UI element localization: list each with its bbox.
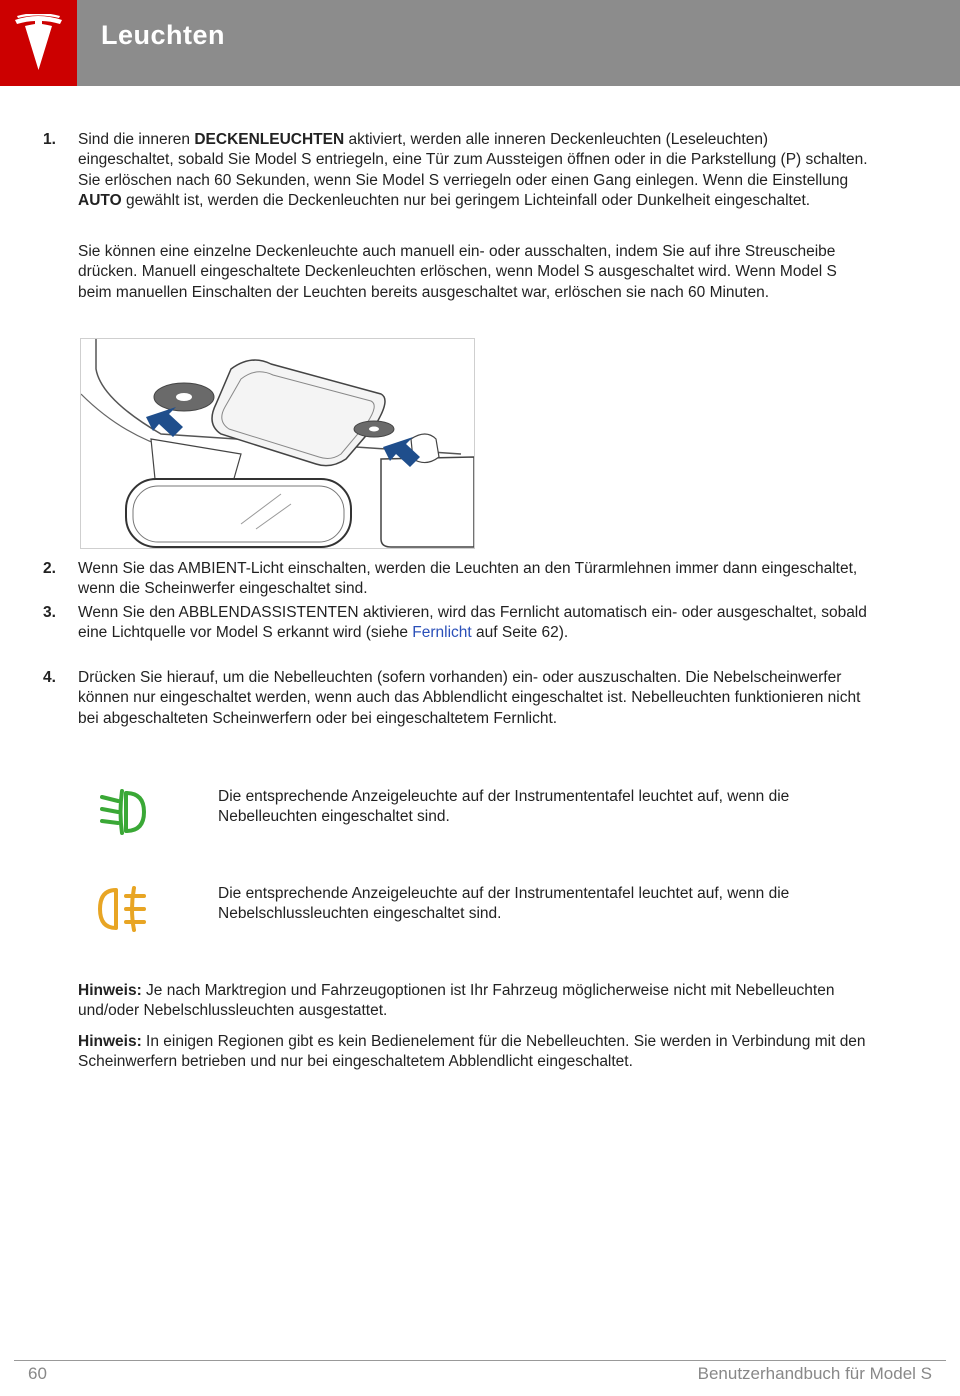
list-number: 2. xyxy=(43,560,56,577)
dome-light-left-center xyxy=(176,393,192,401)
arrow-pointer-left xyxy=(146,407,183,437)
sun-visor xyxy=(381,457,474,547)
deckenleuchten-keyword: DECKENLEUCHTEN xyxy=(194,131,345,148)
text-segment: gewählt ist, werden die Deckenleuchten nur bei geringem Lichteinfall oder Dunkelheit eingeschaltet. xyxy=(121,192,811,210)
indicator-description: Die entsprechende Anzeigeleuchte auf der Instrumententafel leuchtet auf, wenn die Nebelleuchten eingeschaltet sind. xyxy=(218,788,790,826)
item-1-second-paragraph: Sie können eine einzelne Deckenleuchte auch manuell ein- oder ausschalten, indem Sie auf ihre Streuscheibe drücken. Manuell eingeschaltete Deckenleuchten erlöschen, wenn Model S ausgeschaltet wird. Wenn Model S beim manuellen Einschalten der Leuchten bereits ausgeschaltet war, erlöschen sie nach 60 Minuten. xyxy=(78,243,837,301)
item-4-text: Drücken Sie hierauf, um die Nebelleuchten (sofern vorhanden) ein- oder auszuschalten. Die Nebelscheinwerfer können nur eingeschaltet werden, wenn auch das Abblendlicht eingeschaltet ist. Nebelleuchten funktionieren nicht bei abgeschalteten Scheinwerfern oder bei eingeschaltetem Fernlicht. xyxy=(78,669,861,727)
list-number: 3. xyxy=(43,604,56,621)
list-item-4 xyxy=(43,668,868,729)
item-2-text: Wenn Sie das AMBIENT-Licht einschalten, werden die Leuchten an den Türarmlehnen immer dann eingeschaltet, wenn die Scheinwerfer eingeschaltet sind. xyxy=(78,560,858,598)
list-number: 4. xyxy=(43,669,56,686)
note-1 xyxy=(78,981,868,1022)
page-header xyxy=(0,0,960,86)
text-segment: auf Seite 62). xyxy=(471,624,569,642)
note-label: Hinweis: xyxy=(78,1033,142,1050)
auto-keyword: AUTO xyxy=(78,192,122,210)
item-1-paragraph xyxy=(78,130,868,212)
page-number: 60 xyxy=(28,1364,47,1383)
rearview-mirror xyxy=(126,479,351,547)
tesla-logo-icon xyxy=(12,14,65,72)
note-text: In einigen Regionen gibt es kein Bedienelement für die Nebelleuchten. Sie werden in Verbindung mit den Scheinwerfern betrieben und nur bei eingeschaltetem Abblendlicht eingeschaltet. xyxy=(78,1033,866,1071)
text-segment: aktiviert, werden alle inneren Deckenleuchten (Leseleuchten) eingeschaltet, sobald Sie Model S entriegeln, eine Tür zum Aussteigen öffnen oder in die Parkstellung (P) schalten. Sie erlöschen nach 60 Sekunden, wenn Sie Model S verriegeln oder einen Gang einlegen. Wenn die Einstellung xyxy=(78,131,868,189)
illustration-svg xyxy=(81,339,474,548)
dome-light-right-center xyxy=(369,427,379,432)
overhead-console xyxy=(212,360,385,466)
manual-title: Benutzerhandbuch für Model S xyxy=(697,1364,932,1383)
list-item-2 xyxy=(43,559,868,600)
front-fog-light-icon xyxy=(98,787,148,842)
note-label: Hinweis: xyxy=(78,982,142,999)
text-segment: Wenn Sie den ABBLENDASSISTENTEN aktivieren, wird das Fernlicht automatisch ein- oder ausgeschaltet, sobald eine Lichtquelle vor Model S erkannt wird (siehe xyxy=(78,604,867,642)
list-number: 1. xyxy=(43,131,56,148)
page-title: Leuchten xyxy=(101,20,226,50)
dome-lights-illustration xyxy=(80,338,475,549)
text-segment: Sind die inneren xyxy=(78,131,195,148)
note-2 xyxy=(78,1032,868,1073)
list-item-1 xyxy=(43,130,868,212)
footer-divider xyxy=(14,1360,946,1361)
tesla-logo xyxy=(0,0,77,86)
list-item-3 xyxy=(43,603,868,644)
note-text: Je nach Marktregion und Fahrzeugoptionen ist Ihr Fahrzeug möglicherweise nicht mit Nebelleuchten und/oder Nebelschlussleuchten ausgestattet. xyxy=(78,982,835,1020)
indicator-description: Die entsprechende Anzeigeleuchte auf der Instrumententafel leuchtet auf, wenn die Nebelschlussleuchten eingeschaltet sind. xyxy=(218,885,790,923)
item-3-text xyxy=(78,603,868,644)
fernlicht-link[interactable]: Fernlicht xyxy=(412,624,472,642)
rear-fog-light-icon xyxy=(98,884,148,939)
